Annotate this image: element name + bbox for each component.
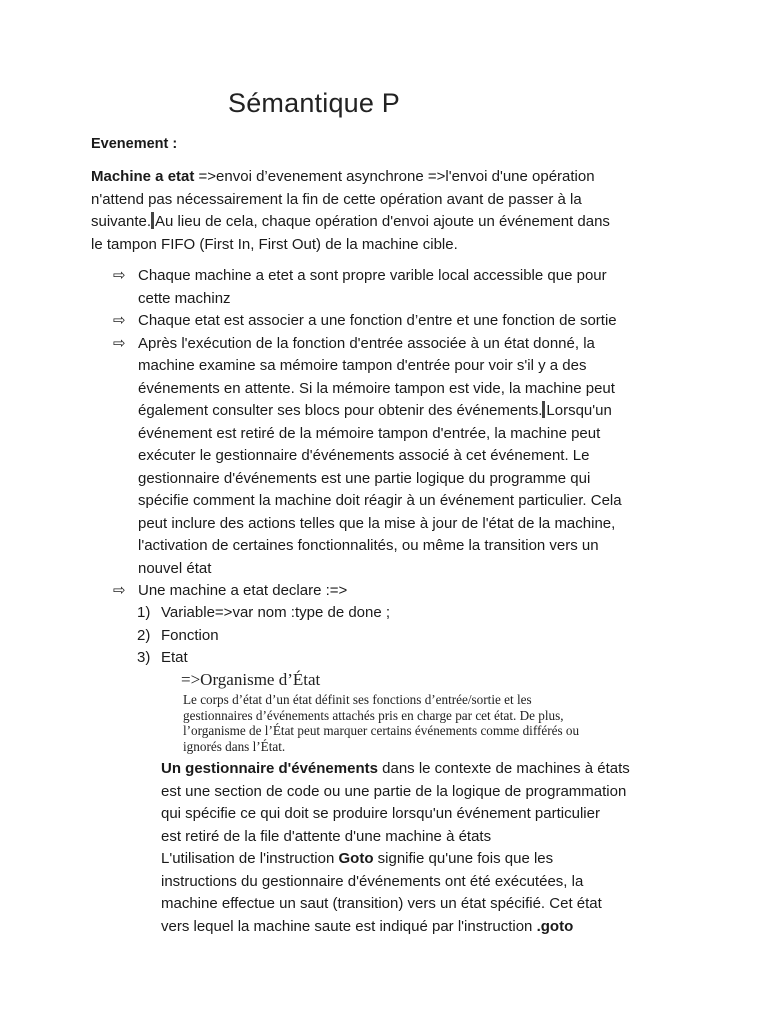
bullet-item: ⇨ Une machine a etat declare :=> [91, 580, 711, 603]
text-cursor-marker [542, 401, 545, 418]
intro-line-4: le tampon FIFO (First In, First Out) de la machine cible. [91, 235, 458, 253]
intro-paragraph [91, 166, 691, 256]
intro-line-1: Machine a etat =>envoi d’evenement asynchrone =>l'envoi d'une opération [91, 168, 595, 185]
arrow-bullet-icon: ⇨ [113, 334, 126, 352]
text-cursor-marker [151, 212, 154, 229]
page-title: Sémantique P [228, 88, 401, 118]
numbered-item: 3) Etat [137, 649, 188, 666]
arrow-bullet-icon: ⇨ [113, 582, 126, 599]
goto-line-last: vers lequel la machine saute est indiqué par l'instruction .goto [161, 917, 574, 935]
organisme-excerpt [183, 670, 653, 754]
intro-line-2: n'attend pas nécessairement la fin de cette opération avant de passer à la [91, 190, 582, 208]
organisme-text: Le corps d’état d’un état définit ses fonctions d’entrée/sortie et les gestionnaires d’événements attachés pris en charge par cet état. De plus, l’organisme de l’État peut marquer certains événements comme différés ou ignorés dans l’État. [183, 692, 580, 754]
bullet-item: ⇨ Chaque machine a etet a sont propre varible local accessible que pour cette machinz [113, 267, 607, 307]
intro-bold-lead: Machine a etat [91, 168, 195, 185]
numbered-item: 2) Fonction [137, 626, 219, 644]
numbered-list [137, 602, 390, 670]
gestionnaire-bold-lead: Un gestionnaire d'événements [161, 760, 378, 777]
goto-line-1: L'utilisation de l'instruction Goto signifie qu'une fois que les [161, 850, 554, 867]
goto-keyword: Goto [338, 850, 374, 867]
bullet-item: ⇨ Après l'exécution de la fonction d'entrée associée à un état donné, la machine examine sa mémoire tampon d'entrée pour voir s'il y a des événements en attente. Si la mémoire tampon est vide, la machine peut également consulter ses blocs pour obtenir des événements. Lorsqu'un événement est retiré de la mémoire tampon d'entrée, la machine peut exécuter le gestionnaire d'événements associé à cet événement. Le gestionnaire d'événements est une partie logique du programme qui spécifie comment la machine doit réagir à un événement particulier. Cela peut inclure des actions telles que la mise à jour de l'état de la machine, l'activation de certaines fonctionnalités, ou même la transition vers un nouvel état [113, 334, 622, 577]
gestionnaire-paragraph: Un gestionnaire d'événements dans le contexte de machines à états est une section de code ou une partie de la logique de programmation qui spécifie ce qui doit se produire lorsqu'un événement particulier est retiré de la file d'attente d'une machine à états L'utilisation de l'instruction Goto signifie qu'une fois que les instructions du gestionnaire d'événements ont été exécutées, la machine effectue un saut (transition) vers un état spécifié. Cet état vers lequel la machine saute est indiqué par l'instruction .goto [161, 758, 701, 938]
section-heading: Evenement : [91, 136, 178, 152]
arrow-bullet-icon: ⇨ [113, 267, 126, 284]
bullet-list [91, 265, 711, 603]
intro-line-3: suivante. Au lieu de cela, chaque opération d'envoi ajoute un événement dans [91, 213, 610, 230]
bullet-item: ⇨ Chaque etat est associer a une fonction d’entre et une fonction de sortie [91, 310, 711, 333]
organisme-title: =>Organisme d’État [181, 670, 321, 689]
numbered-item: 1) Variable=>var nom :type de done ; [137, 604, 391, 621]
arrow-bullet-icon: ⇨ [113, 312, 126, 329]
goto-instruction: .goto [536, 917, 574, 935]
